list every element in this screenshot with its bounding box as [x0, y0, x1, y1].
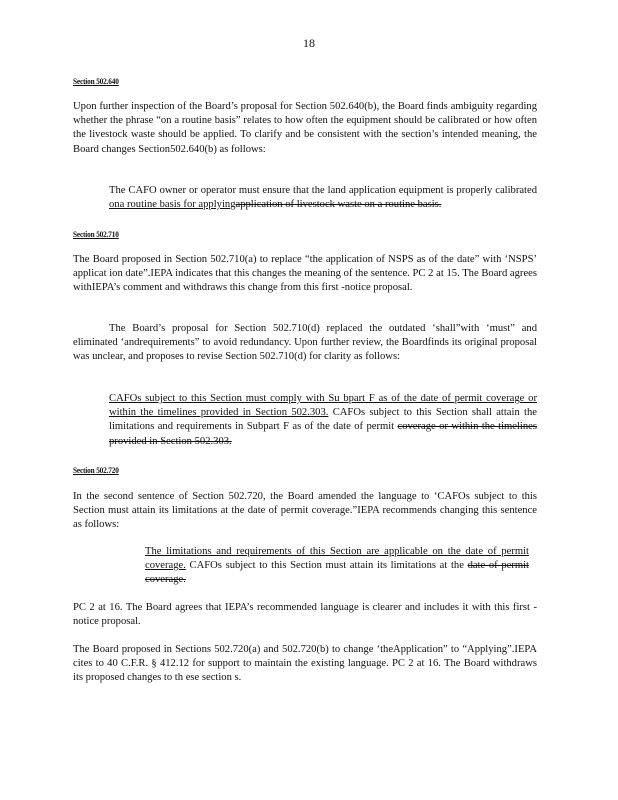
section-heading-502-720: Section 502.720: [73, 465, 119, 475]
quote-text: The CAFO owner or operator must ensure that the land application equipment is properly calibrated: [109, 185, 537, 196]
paragraph-pc2-16: PC 2 at 16. The Board agrees that IEPA’s recommended language is clearer and includes it with this first -notice proposal.: [73, 602, 537, 628]
paragraph-502-710-d: The Board’s proposal for Section 502.710(d) replaced the outdated ‘shall”with ‘must” and eliminated ‘andrequirements” to avoid redundancy. Upon further review, the Boardfinds its original proposal was unclear, and proposes to revise Section 502.710(d) for clarity as follows:: [73, 323, 537, 363]
deleted-text: coverage or within the timelines provided in Section 502.303.: [109, 421, 537, 447]
inserted-text: The limitations and requirements of this Section are applicable on the date of permit coverage.: [145, 546, 529, 572]
section-heading-502-640: Section 502.640: [73, 76, 119, 86]
deleted-text: date of permit coverage.: [145, 560, 530, 586]
paragraph-502-720: In the second sentence of Section 502.720, the Board amended the language to ‘CAFOs subject to this Section must attain its limitations at the date of permit coverage.”IEPA recommends changing this sentence as follows:: [73, 491, 537, 531]
quote-502-710: [109, 392, 537, 449]
quote-502-640: [109, 184, 537, 212]
quote-502-720: [145, 545, 529, 588]
deleted-text: application of livestock waste on a routine basis.: [235, 199, 442, 211]
paragraph-502-710-a: The Board proposed in Section 502.710(a) to replace “the application of NSPS as of the date” with ‘NSPS’ applicat ion date”.IEPA indicates that this changes the meaning of the sentence. PC 2 at 15. The Board agrees withIEPA’s comment and withdraws this change from this first -notice proposal.: [73, 254, 537, 294]
inserted-text: CAFOs subject to this Section must comply with Su bpart F as of the date of permit coverage or within the timelines provided in Section 502.303.: [109, 393, 537, 419]
quote-text: CAFOs subject to this Section shall attain the limitations and requirements in Subpart F as of the date of permit: [109, 407, 537, 433]
page-number: 18: [303, 36, 315, 50]
section-heading-502-710: Section 502.710: [73, 229, 119, 239]
inserted-text: ona routine basis for applying: [109, 199, 236, 211]
paragraph-502-640: Upon further inspection of the Board’s proposal for Section 502.640(b), the Board finds ambiguity regarding whether the phrase “on a routine basis” relates to how often the equipment should be calibrated or how often the livestock waste should be applied. To clarify and be consistent with the section’s intended meaning, the Board changes Section502.640(b) as follows:: [73, 101, 537, 155]
paragraph-502-720-ab: The Board proposed in Sections 502.720(a) and 502.720(b) to change ‘theApplication” to “Applying”.IEPA cites to 40 C.F.R. § 412.12 for support to maintain the existing language. PC 2 at 16. The Board withdraws its proposed changes to th ese section s.: [73, 644, 537, 684]
quote-text: CAFOs subject to this Section must attain its limitations at the: [185, 560, 468, 572]
